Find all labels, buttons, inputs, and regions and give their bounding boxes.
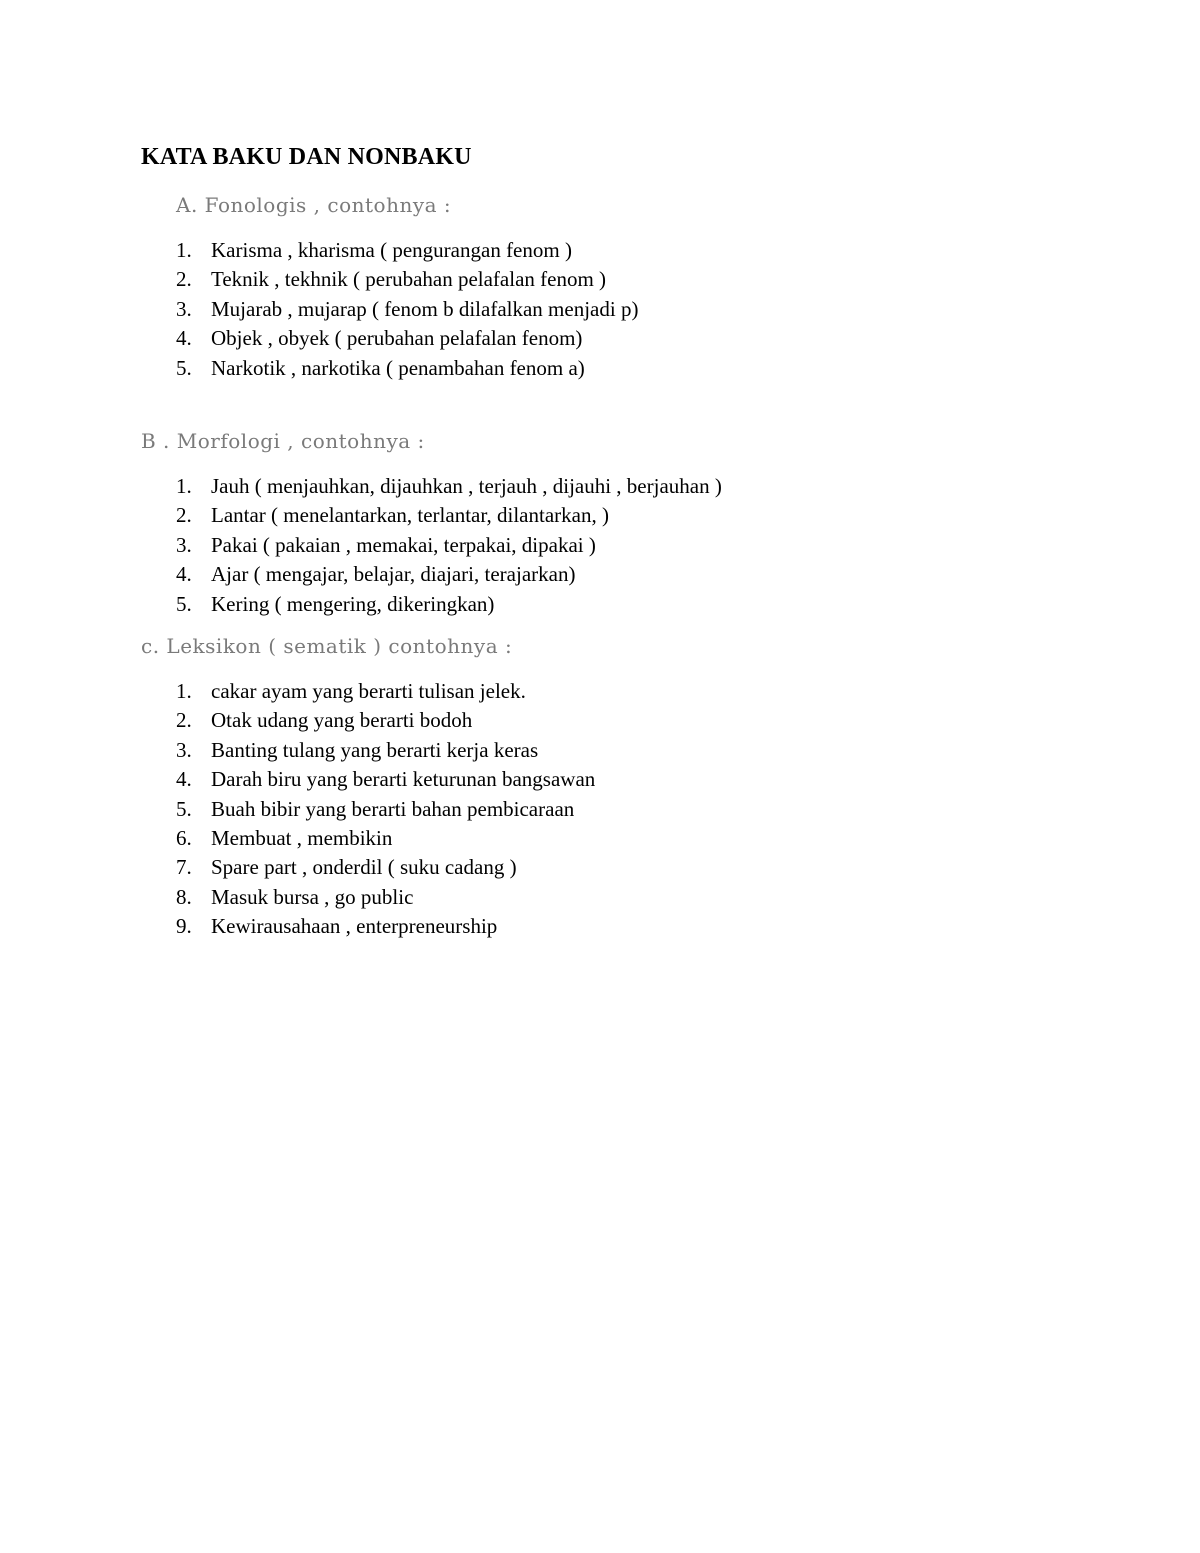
item-number: 4.	[176, 767, 192, 792]
item-text: Kering ( mengering, dikeringkan)	[211, 591, 495, 616]
item-text: Otak udang yang berarti bodoh	[211, 708, 473, 733]
item-text: cakar ayam yang berarti tulisan jelek.	[211, 679, 526, 703]
item-text: Spare part , onderdil ( suku cadang )	[211, 855, 517, 880]
item-number: 2.	[176, 503, 192, 528]
item-text: Masuk bursa , go public	[211, 884, 414, 909]
item-number: 4.	[176, 562, 192, 587]
item-text: Objek , obyek ( perubahan pelafalan fenom)	[211, 326, 583, 351]
item-number: 9.	[176, 914, 192, 939]
item-number: 2.	[176, 267, 192, 292]
item-number: 8.	[176, 884, 192, 909]
page-title: KATA BAKU DAN NONBAKU	[141, 144, 472, 170]
section-heading-morfologi: B . Morfologi , contohnya :	[141, 429, 425, 453]
item-number: 5.	[176, 796, 192, 821]
item-number: 5.	[176, 355, 192, 380]
item-number: 5.	[176, 591, 192, 616]
section-heading-leksikon: c. Leksikon ( sematik ) contohnya :	[141, 634, 513, 658]
item-number: 1.	[176, 238, 192, 262]
item-text: Kewirausahaan , enterpreneurship	[211, 914, 498, 939]
item-text: Narkotik , narkotika ( penambahan fenom a)	[211, 355, 585, 380]
section-heading-fonologis: A. Fonologis , contohnya :	[176, 193, 452, 217]
item-text: Mujarab , mujarap ( fenom b dilafalkan menjadi p)	[211, 296, 639, 321]
item-number: 6.	[176, 825, 192, 850]
item-text: Karisma , kharisma ( pengurangan fenom )	[211, 238, 572, 262]
item-number: 7.	[176, 855, 192, 880]
item-number: 3.	[176, 532, 192, 557]
item-text: Banting tulang yang berarti kerja keras	[211, 737, 539, 762]
item-number: 3.	[176, 296, 192, 321]
item-number: 2.	[176, 708, 192, 733]
item-text: Buah bibir yang berarti bahan pembicaraan	[211, 796, 575, 821]
item-text: Lantar ( menelantarkan, terlantar, dilantarkan, )	[211, 503, 609, 528]
item-number: 4.	[176, 326, 192, 351]
item-number: 3.	[176, 737, 192, 762]
item-text: Teknik , tekhnik ( perubahan pelafalan fenom )	[211, 267, 607, 292]
item-text: Darah biru yang berarti keturunan bangsawan	[211, 767, 596, 792]
item-text: Jauh ( menjauhkan, dijauhkan , terjauh , dijauhi , berjauhan )	[211, 474, 722, 498]
item-number: 1.	[176, 474, 192, 498]
item-number: 1.	[176, 679, 192, 703]
item-text: Pakai ( pakaian , memakai, terpakai, dipakai )	[211, 532, 596, 557]
item-text: Ajar ( mengajar, belajar, diajari, terajarkan)	[211, 562, 576, 587]
item-text: Membuat , membikin	[211, 825, 393, 850]
